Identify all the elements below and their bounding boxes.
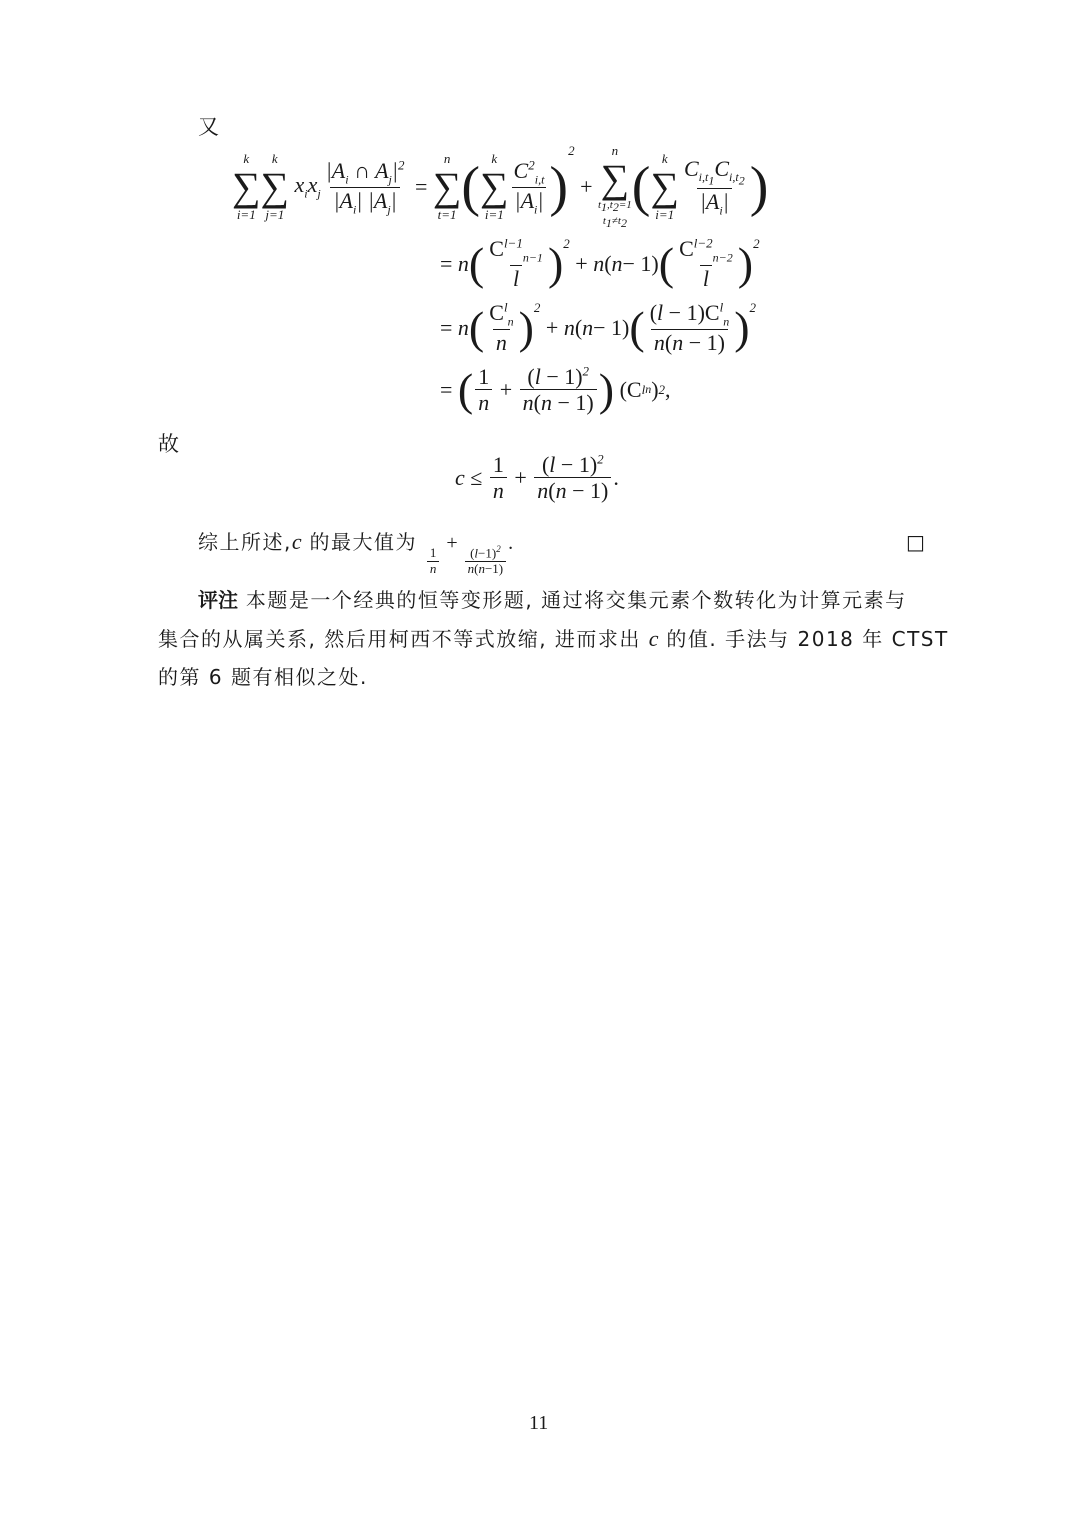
page-number: 11: [529, 1412, 549, 1434]
inequality: c ≤ $\frac{1}{n}$ + $\frac{(l - 1)^2}{n(n - 1)}$ .: [455, 451, 619, 504]
word-you: 又: [198, 115, 219, 139]
remark-label: 评注: [198, 588, 238, 612]
equation-line-3: = n ( $\frac{C^l_n}{n}$ ) $^2$ + n ( n − 1) ( $\frac{(l - 1)C^l_n}{n(n - 1)}$ ) $^2$: [440, 299, 757, 356]
word-gu: 故: [158, 432, 179, 456]
qed-symbol: □: [906, 530, 925, 554]
remark-line-3: 的第 6 题有相似之处.: [158, 665, 368, 689]
remark-line-1: 评注 本题是一个经典的恒等变形题, 通过将交集元素个数转化为计算元素与: [198, 588, 907, 612]
equation-line-2: = n ( $\frac{C^{l-1}_{n-1}}{l}$ ) $^2$ + n ( n − 1) ( $\frac{C^{l-2}_{n-2}}{l}$ ) $^2$: [440, 235, 760, 292]
remark-line-2: 集合的从属关系, 然后用柯西不等式放缩, 进而求出 c 的值. 手法与 2018 年 CTST: [158, 626, 949, 651]
equation-line-4: = ( $\frac{1}{n}$ + $\frac{(l - 1)^2}{n(n - 1)}$ ) (C l n ) 2 ,: [440, 363, 671, 416]
conclusion-line: 综上所述,c 的最大值为 $\frac{1}{n}$ + $\frac{(l-1)^2}{n(n-1)}$ .: [198, 529, 514, 576]
equation-line-1: k ∑ i=1 k ∑ j=1 $x_ix_j$ $\frac{|A_i \cap A_j|^2}{|A_i| |A_j|}$ = n ∑ t=1 ( k ∑ i=1 $\frac{C^2_{i,t}}{|A_i|}$ ) 2 + n ∑ $t_1,t_2=1$ $t_1\ne t_2$ ( k ∑ i=1 $\frac{C_{i,t_1}C_{i,t_2}}{|A_i|}$ ): [232, 143, 769, 231]
